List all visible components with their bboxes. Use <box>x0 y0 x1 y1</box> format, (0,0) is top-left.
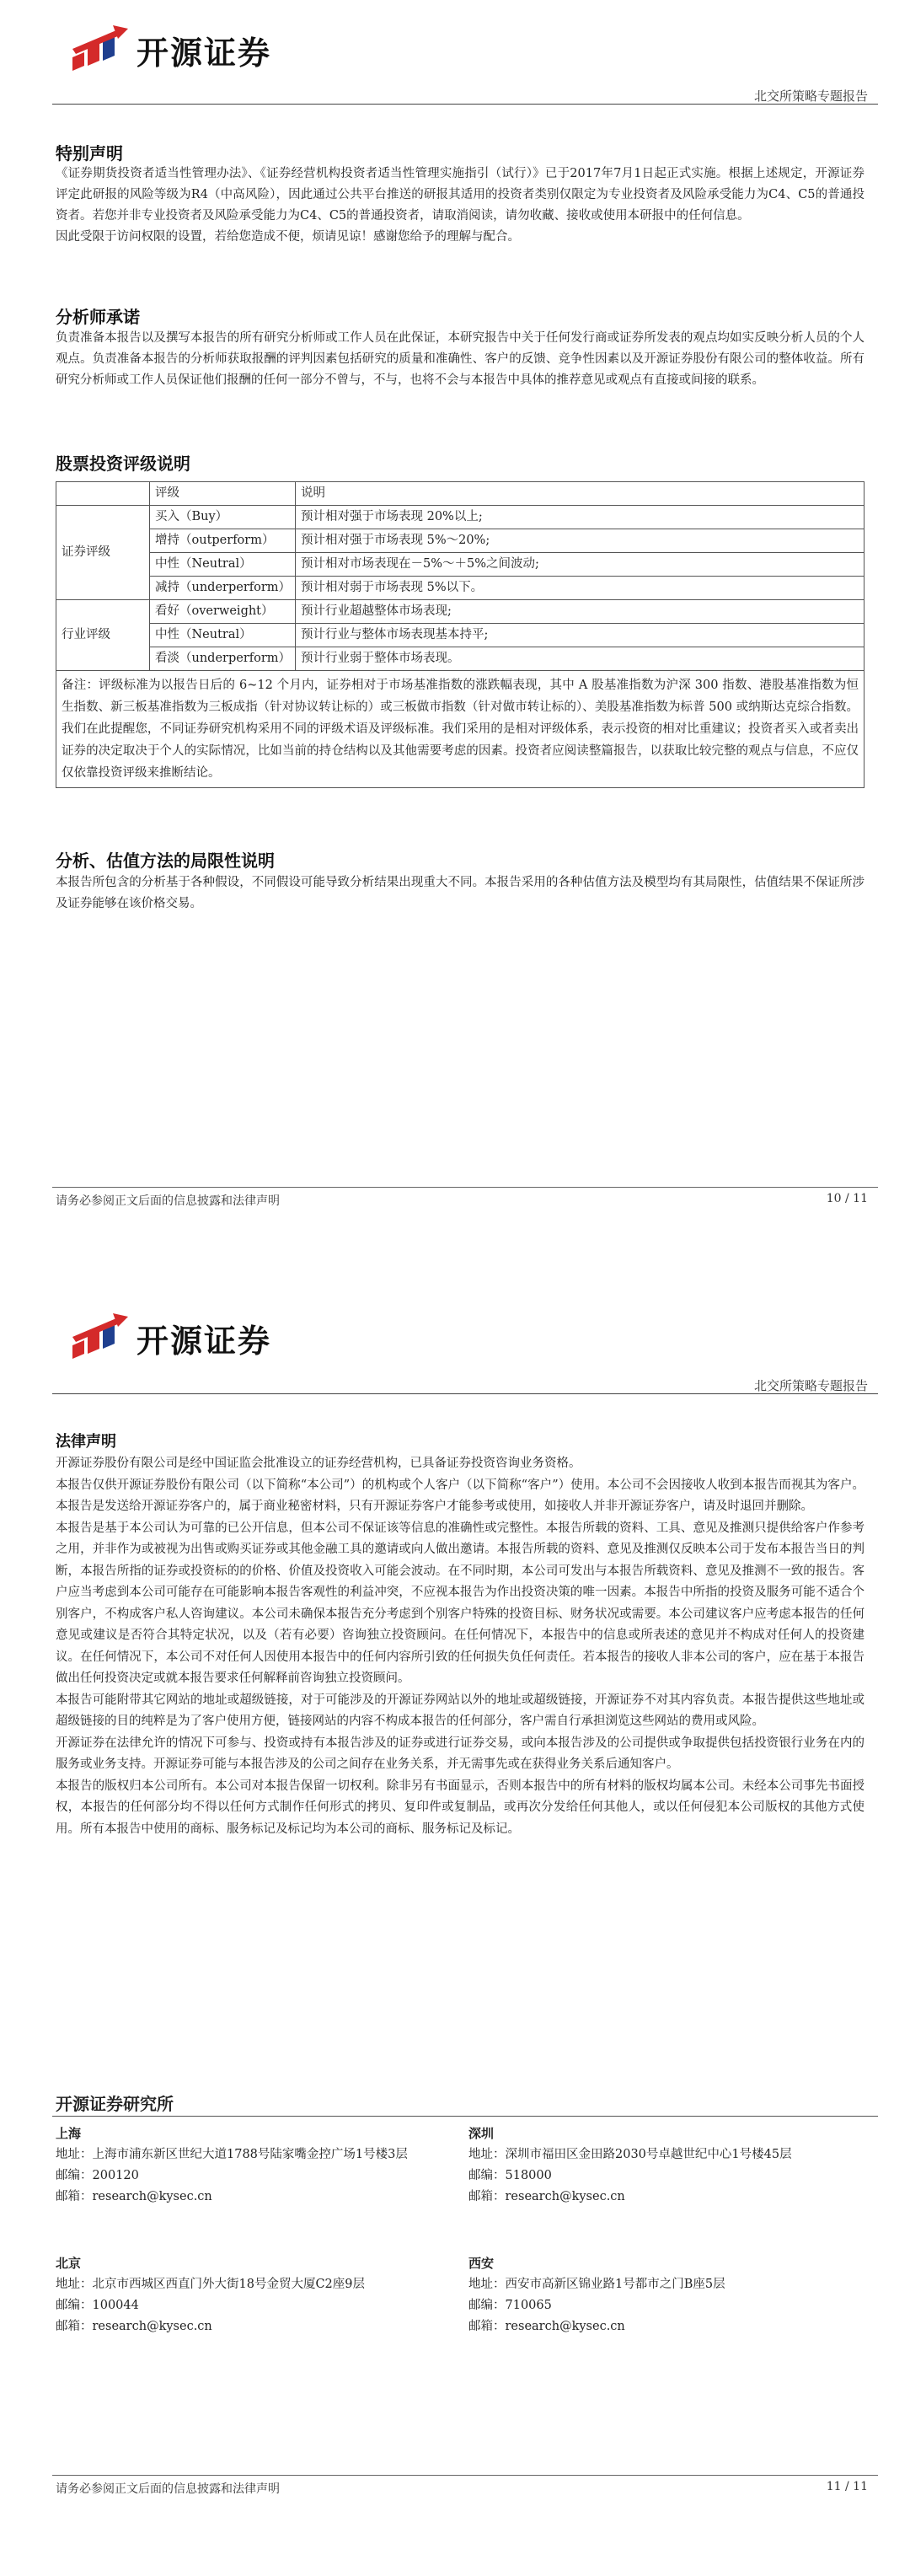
footer-divider <box>52 1187 878 1188</box>
table-header-row <box>56 482 864 506</box>
report-page-11 <box>0 1288 910 2576</box>
company-logo <box>71 1308 271 1367</box>
logo-text: 开源证券 <box>136 1322 272 1360</box>
office-zip: 邮编：100044 <box>56 2299 139 2312</box>
office-address: 地址：深圳市福田区金田路2030号卓越世纪中心1号楼45层 <box>468 2148 792 2161</box>
office-city-shenzhen: 深圳 <box>468 2126 495 2141</box>
table-header-desc: 说明 <box>296 482 864 506</box>
legal-title: 法律声明 <box>56 1433 116 1451</box>
kysec-logo-icon <box>71 1312 130 1364</box>
office-shanghai <box>56 2144 418 2208</box>
report-type: 北交所策略专题报告 <box>753 1378 868 1393</box>
grade-cell: 增持（outperform） <box>150 529 296 553</box>
grade-cell: 减持（underperform） <box>150 577 296 600</box>
table-row <box>56 553 864 577</box>
rating-table-title: 股票投资评级说明 <box>56 453 190 474</box>
desc-cell: 预计行业弱于整体市场表现。 <box>296 647 864 671</box>
office-city-shanghai: 上海 <box>56 2126 82 2141</box>
company-logo <box>71 20 271 79</box>
office-city-xian: 西安 <box>468 2256 495 2271</box>
table-row <box>56 529 864 553</box>
table-row <box>56 506 864 529</box>
table-row <box>56 577 864 600</box>
table-note-row <box>56 671 864 788</box>
special-statement-paragraph: 因此受限于访问权限的设置，若给您造成不便，烦请见谅！感谢您给予的理解与配合。 <box>56 230 520 244</box>
header-divider <box>52 1393 878 1394</box>
legal-body <box>56 1453 864 1840</box>
table-row <box>56 647 864 671</box>
analyst-commitment-title: 分析师承诺 <box>56 307 140 327</box>
securities-rating-label: 证券评级 <box>56 506 150 600</box>
office-beijing <box>56 2274 418 2337</box>
office-email: 邮箱：research@kysec.cn <box>468 2320 625 2333</box>
grade-cell: 中性（Neutral） <box>150 624 296 647</box>
office-xian <box>468 2274 831 2337</box>
rating-table <box>56 481 864 788</box>
grade-cell: 买入（Buy） <box>150 506 296 529</box>
rating-note: 备注：评级标准为以报告日后的 6~12 个月内，证券相对于市场基准指数的涨跌幅表现，其中 A 股基准指数为沪深 300 指数、港股基准指数为恒生指数、新三板基准指数为三板成指（针对协议转让标的）或三板做市指数（针对做市转让标的）、美股基准指数为标普 500 或纳斯达克综合指数。我们在此提醒您，不同证券研究机构采用不同的评级术语及评级标准。我们采用的是相对评级体系，表示投资的相对比重建议；投资者买入或者卖出证券的决定取决于个人的实际情况，比如当前的持仓结构以及其他需要考虑的因素。投资者应阅读整篇报告，以获取比较完整的观点与信息，不应仅仅依靠投资评级来推断结论。 <box>56 671 864 788</box>
footer-divider <box>52 2475 878 2476</box>
institute-title: 开源证券研究所 <box>56 2094 174 2114</box>
grade-cell: 中性（Neutral） <box>150 553 296 577</box>
table-header-empty <box>56 482 150 506</box>
office-zip: 邮编：710065 <box>468 2299 552 2312</box>
table-row <box>56 600 864 624</box>
desc-cell: 预计相对市场表现在－5%～＋5%之间波动; <box>296 553 864 577</box>
office-shenzhen <box>468 2144 831 2208</box>
institute-divider <box>52 2116 878 2117</box>
table-row <box>56 624 864 647</box>
desc-cell: 预计相对弱于市场表现 5%以下。 <box>296 577 864 600</box>
analyst-commitment-body: 负责准备本报告以及撰写本报告的所有研究分析师或工作人员在此保证，本研究报告中关于任何发行商或证券所发表的观点均如实反映分析人员的个人观点。负责准备本报告的分析师获取报酬的评判因素包括研究的质量和准确性、客户的反馈、竞争性因素以及开源证券股份有限公司的整体收益。所有研究分析师或工作人员保证他们报酬的任何一部分不曾与，不与，也将不会与本报告中具体的推荐意见或观点有直接或间接的联系。 <box>56 331 864 387</box>
report-type: 北交所策略专题报告 <box>753 89 868 104</box>
legal-paragraph: 开源证券在法律允许的情况下可参与、投资或持有本报告涉及的证券或进行证券交易，或向本报告涉及的公司提供或争取提供包括投资银行业务在内的服务或业务支持。开源证券可能与本报告涉及的公司之间存在业务关系，并无需事先或在获得业务关系后通知客户。 <box>56 1736 864 1771</box>
office-zip: 邮编：518000 <box>468 2169 552 2182</box>
limitations-body: 本报告所包含的分析基于各种假设，不同假设可能导致分析结果出现重大不同。本报告采用的各种估值方法及模型均有其局限性，估值结果不保证所涉及证券能够在该价格交易。 <box>56 876 864 910</box>
footer-disclaimer: 请务必参阅正文后面的信息披露和法律声明 <box>56 2482 280 2496</box>
page-number: 10 / 11 <box>826 1192 868 1205</box>
office-address: 地址：上海市浦东新区世纪大道1788号陆家嘴金控广场1号楼3层 <box>56 2148 408 2161</box>
office-address: 地址：北京市西城区西直门外大街18号金贸大厦C2座9层 <box>56 2278 365 2291</box>
industry-rating-label: 行业评级 <box>56 600 150 671</box>
limitations-title: 分析、估值方法的局限性说明 <box>56 851 275 871</box>
office-email: 邮箱：research@kysec.cn <box>56 2190 212 2203</box>
header-divider <box>52 104 878 105</box>
footer-disclaimer: 请务必参阅正文后面的信息披露和法律声明 <box>56 1194 280 1208</box>
table-header-grade: 评级 <box>150 482 296 506</box>
desc-cell: 预计行业超越整体市场表现; <box>296 600 864 624</box>
grade-cell: 看好（overweight） <box>150 600 296 624</box>
grade-cell: 看淡（underperform） <box>150 647 296 671</box>
office-zip: 邮编：200120 <box>56 2169 139 2182</box>
special-statement-paragraph: 《证券期货投资者适当性管理办法》、《证券经营机构投资者适当性管理实施指引（试行）》已于2017年7月1日起正式实施。根据上述规定，开源证券评定此研报的风险等级为R4（中高风险），因此通过公共平台推送的研报其适用的投资者类别仅限定为专业投资者及风险承受能力为C4、C5的普通投资者。若您并非专业投资者及风险承受能力为C4、C5的普通投资者，请取消阅读，请勿收藏、接收或使用本研报中的任何信息。 <box>56 167 864 223</box>
special-statement-title: 特别声明 <box>56 143 123 164</box>
logo-text: 开源证券 <box>136 34 272 72</box>
legal-paragraph: 本报告的版权归本公司所有。本公司对本报告保留一切权利。除非另有书面显示，否则本报告中的所有材料的版权均属本公司。未经本公司事先书面授权，本报告的任何部分均不得以任何方式制作任何形式的拷贝、复印件或复制品，或再次分发给任何其他人，或以任何侵犯本公司版权的其他方式使用。所有本报告中使用的商标、服务标记及标记均为本公司的商标、服务标记及标记。 <box>56 1779 864 1836</box>
desc-cell: 预计行业与整体市场表现基本持平; <box>296 624 864 647</box>
legal-paragraph: 本报告可能附带其它网站的地址或超级链接，对于可能涉及的开源证券网站以外的地址或超级链接，开源证券不对其内容负责。本报告提供这些地址或超级链接的目的纯粹是为了客户使用方便，链接网站的内容不构成本报告的任何部分，客户需自行承担浏览这些网站的费用或风险。 <box>56 1693 864 1728</box>
legal-paragraph: 本报告是基于本公司认为可靠的已公开信息，但本公司不保证该等信息的准确性或完整性。本报告所载的资料、工具、意见及推测只提供给客户作参考之用，并非作为或被视为出售或购买证券或其他金融工具的邀请或向人做出邀请。本报告所载的资料、意见及推测仅反映本公司于发布本报告当日的判断，本报告所指的证券或投资标的的价格、价值及投资收入可能会波动。在不同时期，本公司可发出与本报告所载资料、意见及推测不一致的报告。客户应当考虑到本公司可能存在可能影响本报告客观性的利益冲突，不应视本报告为作出投资决策的唯一因素。本报告中所指的投资及服务可能不适合个别客户，不构成客户私人咨询建议。本公司未确保本报告充分考虑到个别客户特殊的投资目标、财务状况或需要。本公司建议客户应考虑本报告的任何意见或建议是否符合其特定状况，以及（若有必要）咨询独立投资顾问。在任何情况下，本报告中的信息或所表述的意见并不构成对任何人的投资建议。在任何情况下，本公司不对任何人因使用本报告中的任何内容所引致的任何损失负任何责任。若本报告的接收人非本公司的客户，应在基于本报告做出任何投资决定或就本报告要求任何解释前咨询独立投资顾问。 <box>56 1521 864 1685</box>
legal-paragraph: 本报告仅供开源证券股份有限公司（以下简称“本公司”）的机构或个人客户（以下简称“客户”）使用。本公司不会因接收人收到本报告而视其为客户。本报告是发送给开源证券客户的，属于商业秘密材料，只有开源证券客户才能参考或使用，如接收人并非开源证券客户，请及时退回并删除。 <box>56 1478 864 1513</box>
special-statement-body <box>56 164 864 248</box>
legal-paragraph: 开源证券股份有限公司是经中国证监会批准设立的证券经营机构，已具备证券投资咨询业务资格。 <box>56 1457 581 1470</box>
office-address: 地址：西安市高新区锦业路1号都市之门B座5层 <box>468 2278 725 2291</box>
desc-cell: 预计相对强于市场表现 5%～20%; <box>296 529 864 553</box>
office-email: 邮箱：research@kysec.cn <box>468 2190 625 2203</box>
kysec-logo-icon <box>71 24 130 76</box>
office-email: 邮箱：research@kysec.cn <box>56 2320 212 2333</box>
page-number: 11 / 11 <box>826 2480 868 2493</box>
office-city-beijing: 北京 <box>56 2256 82 2271</box>
desc-cell: 预计相对强于市场表现 20%以上; <box>296 506 864 529</box>
